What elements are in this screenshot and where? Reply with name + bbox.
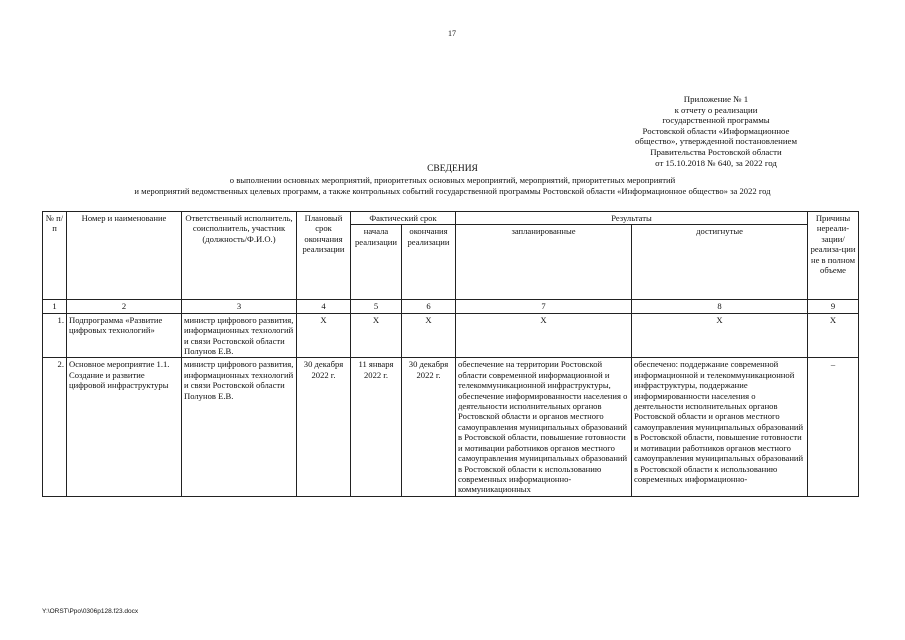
- header-results-planned: запланированные: [456, 225, 632, 300]
- header-results-achieved: достигнутые: [632, 225, 808, 300]
- row-start: 11 января 2022 г.: [351, 358, 402, 496]
- appendix-header: [600, 94, 832, 168]
- appendix-line: Правительства Ростовской области: [650, 146, 782, 157]
- column-number: 8: [632, 300, 808, 313]
- row-name: Подпрограмма «Развитие цифровых технологий»: [67, 313, 182, 358]
- header-planned: Плановый срок окончания реализации: [297, 212, 351, 300]
- column-number: 5: [351, 300, 402, 313]
- row-planned: 30 декабря 2022 г.: [297, 358, 351, 496]
- document-title: СВЕДЕНИЯ: [427, 164, 478, 174]
- row-num: 1.: [43, 313, 67, 358]
- row-reasons: X: [808, 313, 859, 358]
- row-results-achieved: обеспечено: поддержание современной информационной и телекоммуникационной инфраструктуры, поддержание информированности населения о деятельности исполнительных органов Ростовской области и органов местного самоуправления муниципальных образований в Ростовской области, повышение готовности и мотивации работников органов местного самоуправления муниципальных образований в Ростовской области к использованию современных информационно-: [632, 358, 808, 496]
- column-number: 1: [43, 300, 67, 313]
- row-name: Основное мероприятие 1.1. Создание и развитие цифровой инфраструктуры: [67, 358, 182, 496]
- row-results-achieved: X: [632, 313, 808, 358]
- appendix-line: государственной программы: [662, 115, 770, 126]
- column-number: 6: [402, 300, 456, 313]
- header-row: [43, 212, 859, 225]
- appendix-line: Ростовской области «Информационное: [642, 125, 790, 136]
- column-number-row: [43, 300, 859, 313]
- row-results-planned: X: [456, 313, 632, 358]
- row-planned: X: [297, 313, 351, 358]
- header-reasons: Причины нереали-зации/ реализа-ции не в полном объеме: [808, 212, 859, 300]
- row-end: X: [402, 313, 456, 358]
- table-row: [43, 358, 859, 496]
- header-num: № п/п: [43, 212, 67, 300]
- column-number: 7: [456, 300, 632, 313]
- row-end: 30 декабря 2022 г.: [402, 358, 456, 496]
- column-number: 2: [67, 300, 182, 313]
- row-responsible: министр цифрового развития, информационных технологий и связи Ростовской области Полунов Е.В.: [182, 358, 297, 496]
- document-subtitle: [0, 175, 905, 196]
- header-actual: Фактический срок: [351, 212, 456, 225]
- row-start: X: [351, 313, 402, 358]
- column-number: 4: [297, 300, 351, 313]
- appendix-line: Приложение № 1: [683, 94, 749, 104]
- subtitle-line: о выполнении основных мероприятий, приоритетных основных мероприятий, мероприятий, приоритетных мероприятий: [229, 175, 676, 185]
- report-table: [42, 211, 859, 497]
- page-number: 17: [448, 29, 456, 38]
- row-num: 2.: [43, 358, 67, 496]
- subtitle-line: и мероприятий ведомственных целевых программ, а также контрольных событий государственной программы Ростовской области «Информационное общество» за 2022 год: [134, 185, 771, 196]
- footer-file-path: Y:\ORST\Ppo\0306p128.f23.docx: [42, 608, 139, 615]
- header-actual-start: начала реализации: [351, 225, 402, 300]
- appendix-line: от 15.10.2018 № 640, за 2022 год: [655, 157, 777, 168]
- row-reasons: –: [808, 358, 859, 496]
- column-number: 3: [182, 300, 297, 313]
- appendix-line: к отчету о реализации: [674, 104, 758, 115]
- row-responsible: министр цифрового развития, информационных технологий и связи Ростовской области Полунов Е.В.: [182, 313, 297, 358]
- column-number: 9: [808, 300, 859, 313]
- header-actual-end: окончания реализации: [402, 225, 456, 300]
- header-results: Результаты: [456, 212, 808, 225]
- header-name: Номер и наименование: [67, 212, 182, 300]
- header-responsible: Ответственный исполнитель, соисполнитель, участник (должность/Ф.И.О.): [182, 212, 297, 300]
- appendix-line: общество», утвержденной постановлением: [634, 136, 798, 147]
- table-row: [43, 313, 859, 358]
- row-results-planned: обеспечение на территории Ростовской области современной информационной и телекоммуникационной инфраструктуры, обеспечение информированности населения о деятельности исполнительных органов Ростовской области и органов местного самоуправления муниципальных образований в Ростовской области, повышение готовности и мотивации работников органов местного самоуправления муниципальных образований в Ростовской области к использованию современных информационно-коммуникационных: [456, 358, 632, 496]
